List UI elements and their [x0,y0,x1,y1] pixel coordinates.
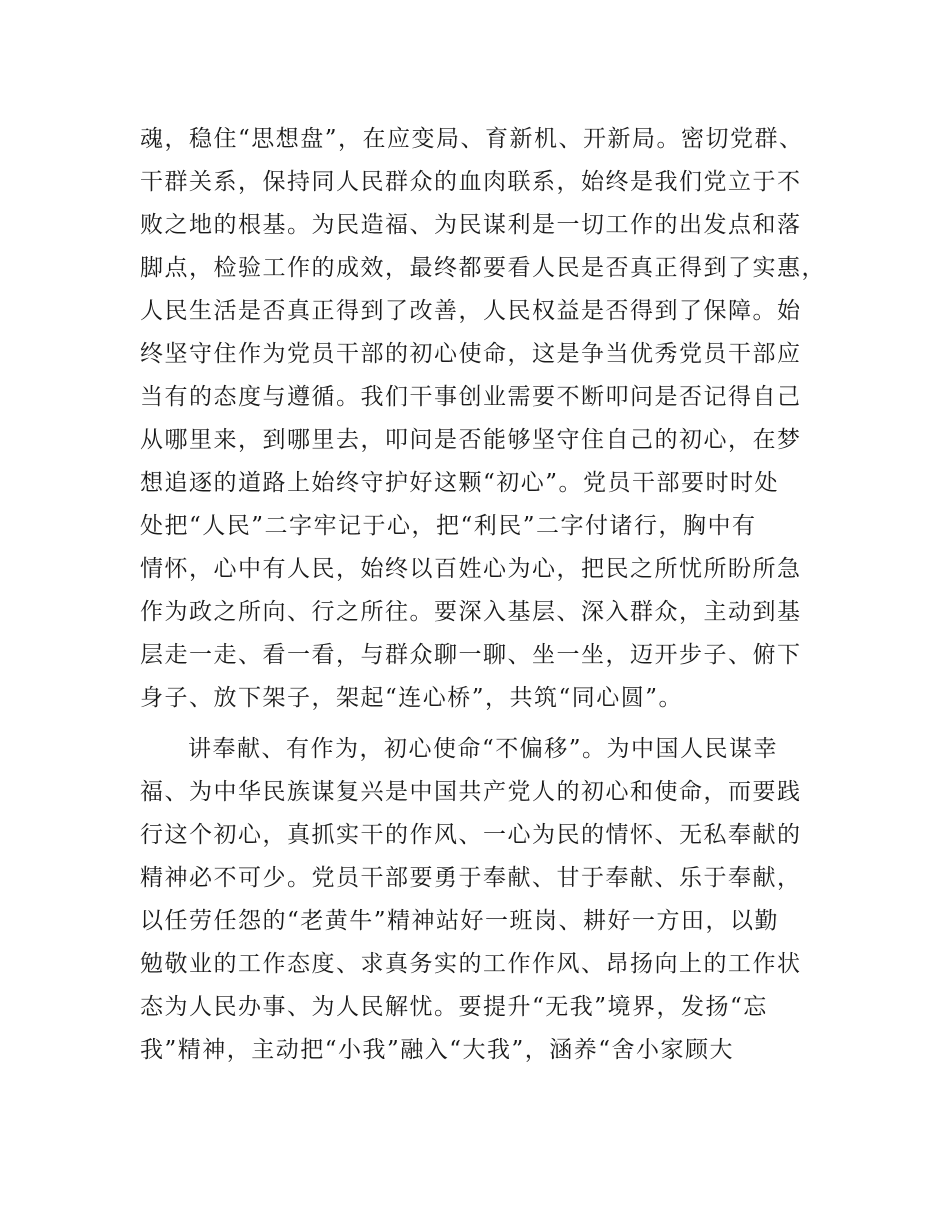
text-line: 情怀，心中有人民，始终以百姓心为心，把民之所忧所盼所急 [140,556,802,582]
text-line: 态为人民办事、为人民解忧。要提升“无我”境界，发扬“忘 [140,994,768,1020]
text-line: 想追逐的道路上始终守护好这颗“初心”。党员干部要时时处 [140,470,780,496]
text-line: 我”精神，主动把“小我”融入“大我”，涵养“舍小家顾大 [140,1037,735,1063]
text-line: 行这个初心，真抓实干的作风、一心为民的情怀、无私奉献的 [140,822,802,848]
text-line-first: 讲奉献、有作为，初心使命“不偏移”。为中国人民谋幸 [188,736,779,762]
text-line: 人民生活是否真正得到了改善，人民权益是否得到了保障。始 [140,298,802,324]
text-line: 从哪里来，到哪里去，叩问是否能够坚守住自己的初心，在梦 [140,427,802,453]
text-line: 处把“人民”二字牢记于心，把“利民”二字付诸行，胸中有 [140,513,757,539]
text-line: 败之地的根基。为民造福、为民谋利是一切工作的出发点和落 [140,212,802,238]
text-line: 身子、放下架子，架起“连心桥”，共筑“同心圆”。 [140,685,684,711]
text-line: 福、为中华民族谋复兴是中国共产党人的初心和使命，而要践 [140,779,802,805]
text-line: 脚点，检验工作的成效，最终都要看人民是否真正得到了实惠， [140,255,826,281]
text-line: 作为政之所向、行之所往。要深入基层、深入群众，主动到基 [140,599,802,625]
text-line: 魂，稳住“思想盘”，在应变局、育新机、开新局。密切党群、 [140,126,804,152]
text-line: 当有的态度与遵循。我们干事创业需要不断叩问是否记得自己 [140,384,802,410]
text-line: 终坚守住作为党员干部的初心使命，这是争当优秀党员干部应 [140,341,802,367]
paragraph-gap [140,720,830,728]
paragraph-2 [140,728,830,1072]
text-line: 精神必不可少。党员干部要勇于奉献、甘于奉献、乐于奉献， [140,865,802,891]
text-line: 以任劳任怨的“老黄牛”精神站好一班岗、耕好一方田，以勤 [140,908,780,934]
body-text [140,118,830,1072]
text-line: 勉敬业的工作态度、求真务实的工作作风、昂扬向上的工作状 [140,951,802,977]
text-line: 干群关系，保持同人民群众的血肉联系，始终是我们党立于不 [140,169,802,195]
paragraph-1 [140,118,830,720]
text-line: 层走一走、看一看，与群众聊一聊、坐一坐，迈开步子、俯下 [140,642,802,668]
